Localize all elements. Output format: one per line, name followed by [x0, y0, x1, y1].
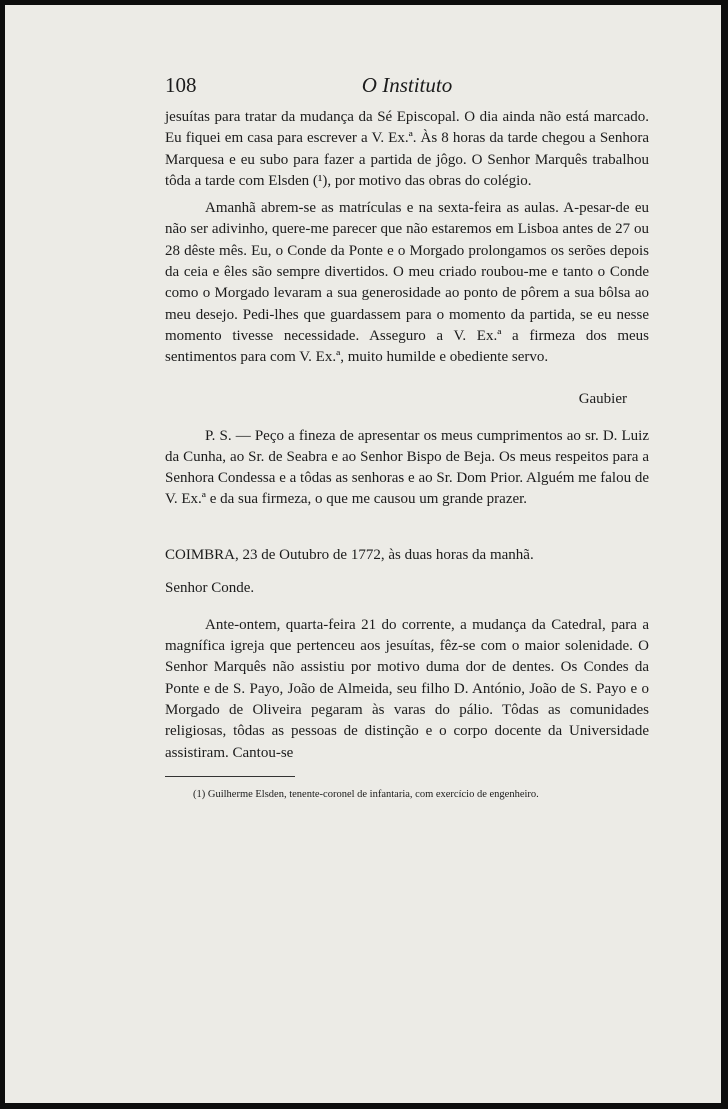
dateline: COIMBRA, 23 de Outubro de 1772, às duas horas da manhã. [165, 546, 534, 563]
salutation: Senhor Conde. [165, 579, 255, 596]
book-page [5, 5, 721, 1103]
running-title: O Instituto [361, 73, 453, 97]
letter2-paragraph: Ante-ontem, quarta-feira 21 do corrente, a mudança da Catedral, para a magnífica igreja que pertenceu aos jesuítas, fêz-se com o maior solenidade. O Senhor Marquês não assistiu por motivo duma dor de dentes. Os Condes da Ponte e de S. Payo, João de Almeida, seu filho D. António, João de S. Payo e o Morgado de Oliveira pegaram às varas do pálio. Tôdas as comunidades religiosas, tôdas as pessoas de distinção e o corpo docente da Universidade assistiram. Cantou-se [165, 616, 649, 761]
postscript: P. S. — Peço a fineza de apresentar os meus cumprimentos ao sr. D. Luiz da Cunha, ao Sr. de Seabra e ao Senhor Bispo de Beja. Os meus respeitos para a Senhora Condessa e a tôdas as senhoras e ao Sr. Dom Prior. Alguém me falou de V. Ex.ª e da sua firmeza, o que me causou um grande prazer. [165, 427, 649, 508]
paragraph-2: Amanhã abrem-se as matrículas e na sexta-feira as aulas. A-pesar-de eu não ser adivinho, quere-me parecer que não estaremos em Lisboa antes de 27 ou 28 dêste mês. Eu, o Conde da Ponte e o Morgado prolongamos os serões depois da ceia e êles são sempre divertidos. O meu criado roubou-me e tanto o Conde como o Morgado levaram a sua generosidade ao ponto de pôrem a sua bôlsa ao meu desejo. Pedi-lhes que guardassem para o momento da partida, se eu nesse momento tivesse necessidade. Asseguro a V. Ex.ª a firmeza dos meus sentimentos para com V. Ex.ª, muito humilde e obediente servo. [165, 200, 649, 366]
footnote: (1) Guilherme Elsden, tenente-coronel de infantaria, com exercício de engenheiro. [193, 788, 539, 800]
page-number: 108 [165, 73, 197, 97]
signature: Gaubier [578, 390, 627, 407]
page-content [165, 67, 649, 802]
paragraph-1: jesuítas para tratar da mudança da Sé Episcopal. O dia ainda não está marcado. Eu fiquei em casa para escrever a V. Ex.ª. Às 8 horas da tarde chegou a Senhora Marquesa e eu subo para fazer a partida de jôgo. O Senhor Marquês trabalhou tôda a tarde com Elsden (¹), por motivo das obras do colégio. [165, 109, 649, 189]
page-header [165, 67, 649, 107]
footnote-rule [165, 776, 295, 778]
